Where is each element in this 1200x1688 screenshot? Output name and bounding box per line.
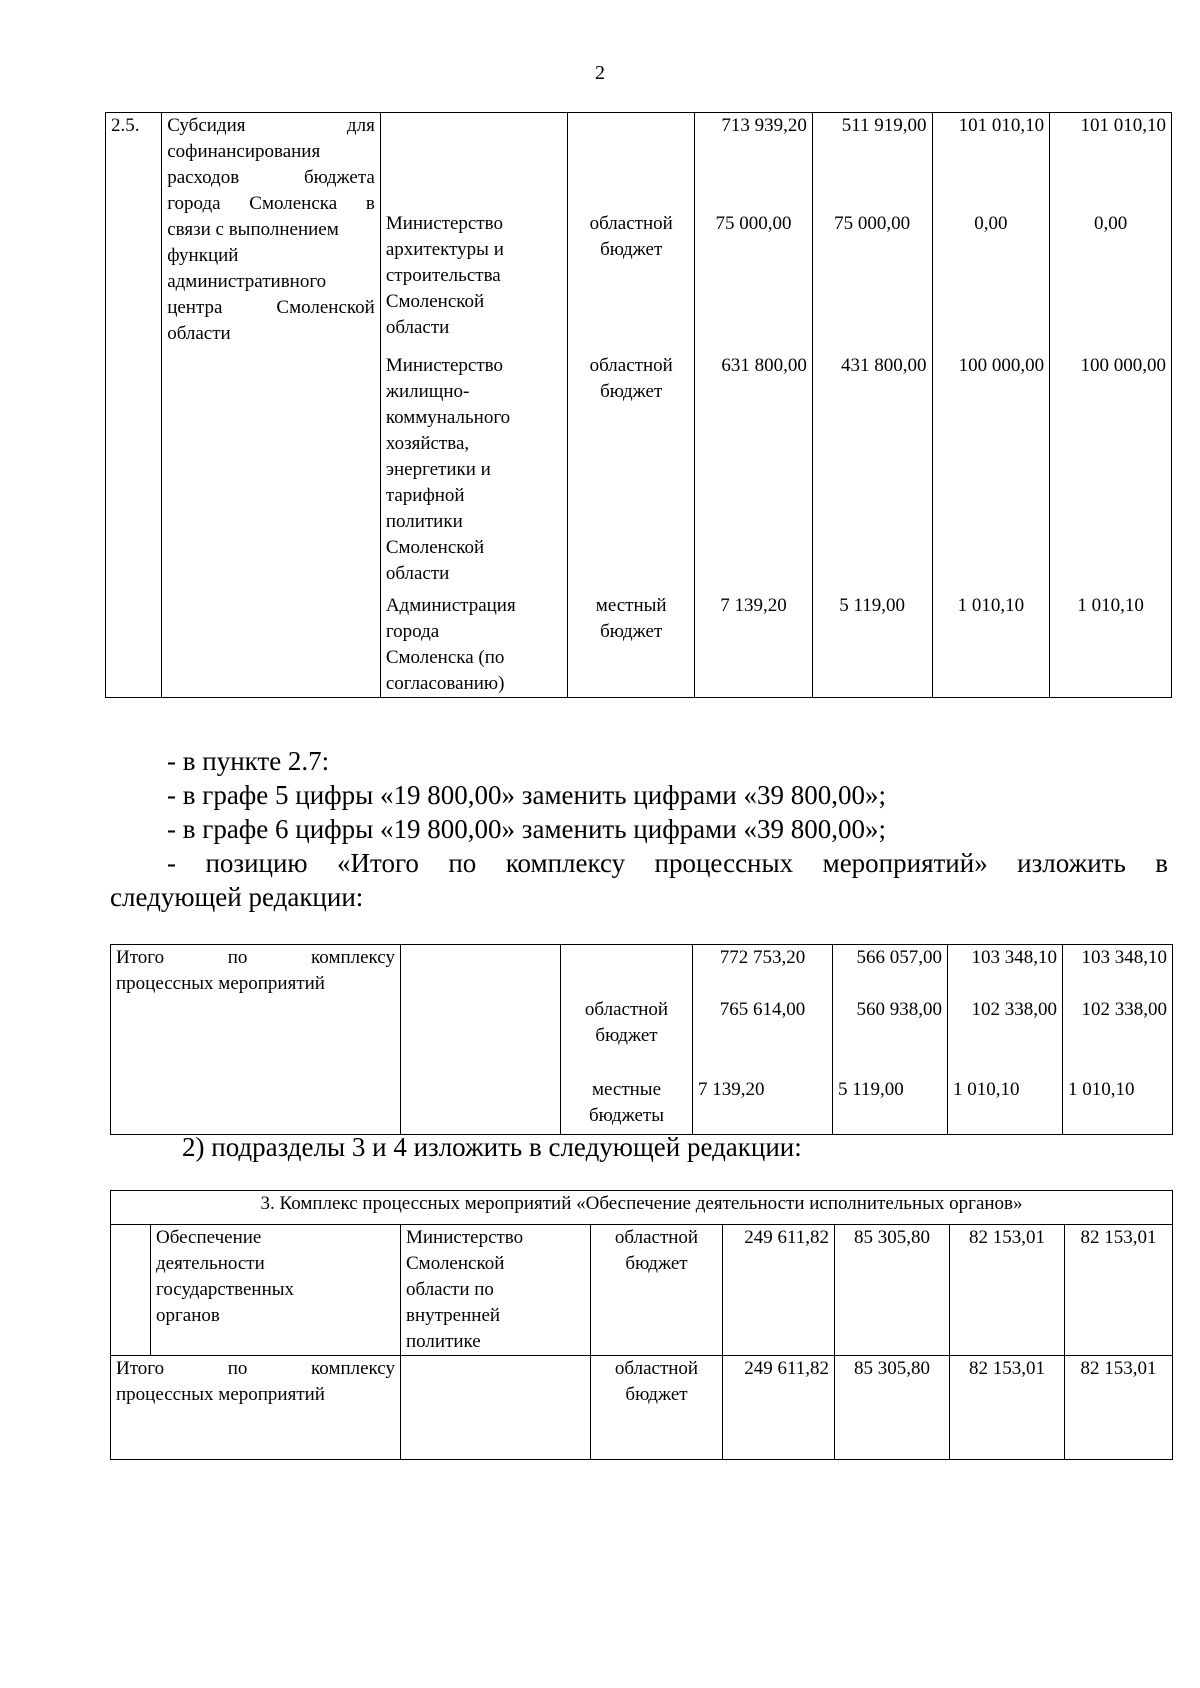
subsection-instruction: 2) подразделы 3 и 4 изложить в следующей редакции: — [182, 1132, 802, 1162]
subsidy-title: Субсидия для софинансирования расходов бюджета города Смоленска в связи с выполнением функций административного центра Смоленской области — [162, 113, 381, 698]
funding-source: местный бюджет — [568, 593, 695, 698]
item-number: 2.5. — [106, 113, 162, 698]
total-value: 82 153,01 — [950, 1356, 1065, 1460]
amendment-text: - в пункте 2.7: - в графе 5 цифры «19 800,00» заменить цифрами «39 800,00»; - в графе 6 цифры «19 800,00» заменить цифрами «39 800,00»; - позицию «Итого по комплексу процессных мероприятий» изложить в следующей редакции: — [110, 746, 1168, 912]
value: 7 139,20 — [693, 1077, 833, 1135]
funding-source: областной бюджет — [568, 211, 695, 353]
value: 560 938,00 — [833, 997, 948, 1077]
executor: Министерство жилищно- коммунального хозяйства, энергетики и тарифной политики Смоленской области — [380, 353, 567, 593]
value: 82 153,01 — [950, 1225, 1065, 1356]
value: 249 611,82 — [723, 1225, 835, 1356]
value: 75 000,00 — [695, 211, 813, 353]
value: 765 614,00 — [693, 997, 833, 1077]
value: 85 305,80 — [835, 1225, 950, 1356]
total-value: 713 939,20 — [695, 113, 813, 211]
value: 5 119,00 — [833, 1077, 948, 1135]
funding-source: областной бюджет — [568, 353, 695, 593]
executor: Министерство Смоленской области по внутренней политике — [401, 1225, 591, 1356]
value: 1 010,10 — [948, 1077, 1063, 1135]
complex-table — [110, 1190, 1173, 1460]
value: 0,00 — [1050, 211, 1172, 353]
value: 100 000,00 — [1050, 353, 1172, 593]
total-value: 101 010,10 — [1050, 113, 1172, 211]
total-value: 566 057,00 — [833, 945, 948, 997]
subsidy-table — [105, 112, 1172, 698]
executor: Министерство архитектуры и строительства Смоленской области — [380, 211, 567, 353]
total-value: 82 153,01 — [1065, 1356, 1173, 1460]
value: 7 139,20 — [695, 593, 813, 698]
total-value: 772 753,20 — [693, 945, 833, 997]
value: 1 010,10 — [932, 593, 1050, 698]
total-value: 511 919,00 — [812, 113, 932, 211]
value: 82 153,01 — [1065, 1225, 1173, 1356]
total-label: Итого по комплексу процессных мероприятий — [111, 1356, 401, 1460]
table-row — [111, 1356, 1173, 1460]
value: 5 119,00 — [812, 593, 932, 698]
value: 1 010,10 — [1050, 593, 1172, 698]
value: 102 338,00 — [1063, 997, 1173, 1077]
table-row — [111, 1225, 1173, 1356]
funding-source: областной бюджет — [561, 997, 693, 1077]
section-heading: 3. Комплекс процессных мероприятий «Обеспечение деятельности исполнительных органов» — [111, 1191, 1173, 1225]
total-value: 85 305,80 — [835, 1356, 950, 1460]
activity-title: Обеспечение деятельности государственных органов — [151, 1225, 401, 1356]
value: 100 000,00 — [932, 353, 1050, 593]
value: 0,00 — [932, 211, 1050, 353]
total-value: 249 611,82 — [723, 1356, 835, 1460]
total-table — [110, 944, 1173, 1135]
total-value: 103 348,10 — [1063, 945, 1173, 997]
value: 102 338,00 — [948, 997, 1063, 1077]
value: 431 800,00 — [812, 353, 932, 593]
total-value: 101 010,10 — [932, 113, 1050, 211]
page-number: 2 — [595, 62, 605, 84]
total-label: Итого по комплексу процессных мероприятий — [111, 945, 401, 1135]
funding-source: областной бюджет — [591, 1356, 723, 1460]
total-value: 103 348,10 — [948, 945, 1063, 997]
executor: Администрация города Смоленска (по согласованию) — [380, 593, 567, 698]
funding-source: областной бюджет — [591, 1225, 723, 1356]
funding-source: местные бюджеты — [561, 1077, 693, 1135]
value: 75 000,00 — [812, 211, 932, 353]
value: 631 800,00 — [695, 353, 813, 593]
value: 1 010,10 — [1063, 1077, 1173, 1135]
